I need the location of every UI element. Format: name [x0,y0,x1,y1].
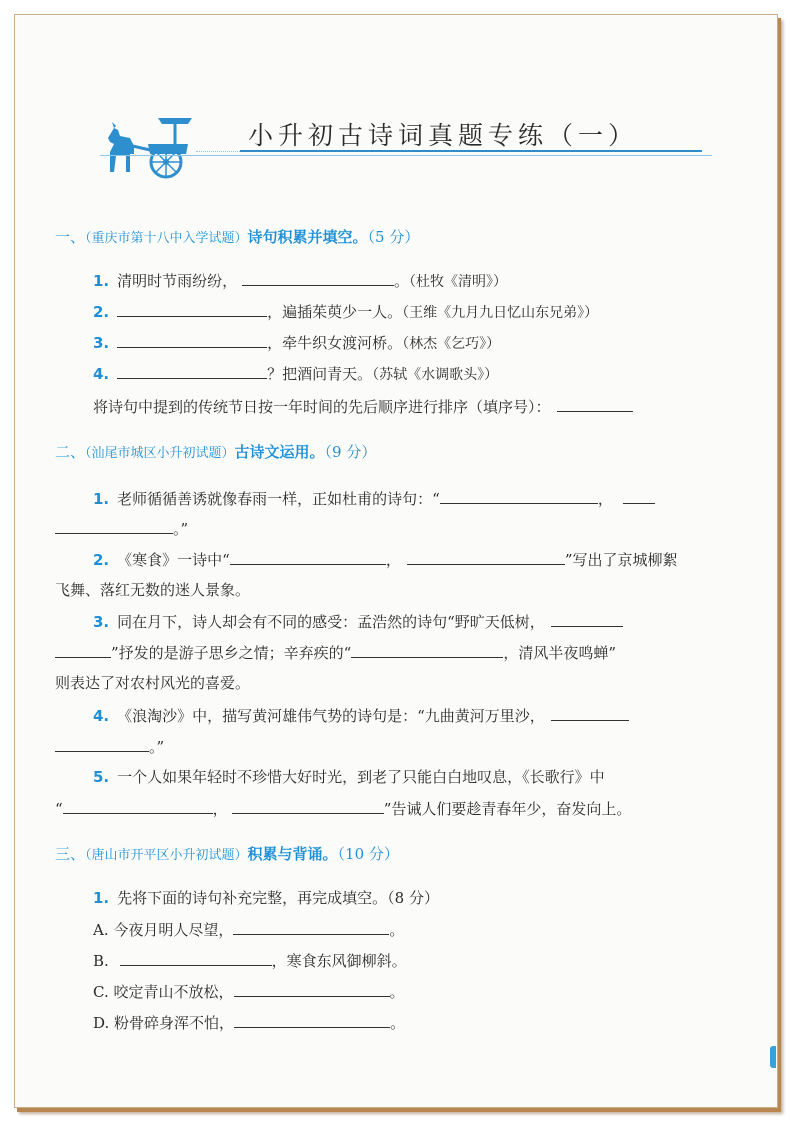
question-2-1: 1. 老师循循善诱就像春雨一样，正如杜甫的诗句：“ ， [93,487,655,509]
answer-blank[interactable] [407,548,565,565]
answer-blank[interactable] [117,300,267,317]
answer-blank[interactable] [242,269,394,286]
answer-blank[interactable] [117,331,267,348]
question-2-1-cont: 。” [55,517,188,539]
question-2-4-cont: 。” [55,735,164,757]
question-2-5: 5. 一个人如果年轻时不珍惜大好时光，到老了只能白白地叹息，《长歌行》中 [93,768,605,786]
answer-blank[interactable] [623,487,655,504]
title-underline [240,150,702,152]
title-dotted-rule [196,151,240,153]
answer-blank[interactable] [551,610,623,627]
question-1-ordering: 将诗句中提到的传统节日按一年时间的先后顺序进行排序（填序号）： [93,395,633,417]
question-3-1-d: D. 粉骨碎身浑不怕， 。 [93,1011,405,1033]
section-3-heading: 三、（唐山市开平区小升初试题）积累与背诵。（10 分） [55,845,399,863]
bronze-horse-chariot-icon [100,110,192,182]
answer-blank[interactable] [120,949,272,966]
question-2-3: 3. 同在月下，诗人却会有不同的感受：孟浩然的诗句“野旷天低树， [93,610,623,632]
answer-blank[interactable] [440,487,598,504]
answer-blank[interactable] [551,704,629,721]
answer-blank[interactable] [55,641,111,658]
answer-blank[interactable] [351,641,503,658]
question-2-5-cont: “ ， ”告诫人们要趁青春年少，奋发向上。 [55,797,631,819]
question-1-3: 3. ，牵牛织女渡河桥。（林杰《乞巧》） [93,331,500,353]
question-3-1-intro: 1. 先将下面的诗句补充完整，再完成填空。（8 分） [93,889,439,907]
question-3-1-c: C. 咬定青山不放松， 。 [93,980,405,1002]
question-2-2: 2. 《寒食》一诗中“ ， ”写出了京城柳絮 [93,548,678,570]
answer-blank[interactable] [55,517,173,534]
question-2-3-cont: ”抒发的是游子思乡之情；辛弃疾的“ ，清风半夜鸣蝉” [55,641,616,663]
question-3-1-a: A. 今夜月明人尽望， 。 [93,918,404,940]
answer-blank[interactable] [234,980,390,997]
answer-blank[interactable] [233,918,389,935]
question-1-4: 4. ？把酒问青天。（苏轼《水调歌头》） [93,362,498,384]
question-2-4: 4. 《浪淘沙》中，描写黄河雄伟气势的诗句是：“九曲黄河万里沙， [93,704,629,726]
question-1-1: 1. 清明时节雨纷纷， 。（杜牧《清明》） [93,269,507,291]
answer-blank[interactable] [557,395,633,412]
answer-blank[interactable] [234,1011,390,1028]
question-1-2: 2. ，遍插茱萸少一人。（王维《九月九日忆山东兄弟》） [93,300,598,322]
page-edge-tab [770,1046,776,1068]
question-3-1-b: B. ，寒食东风御柳斜。 [93,949,407,971]
title-block [100,106,720,186]
answer-blank[interactable] [230,548,386,565]
page-title: 小升初古诗词真题专练（一） [248,121,639,150]
question-2-3-cont2: 则表达了对农村风光的喜爱。 [55,674,251,692]
title-underline-thin [100,155,712,156]
answer-blank[interactable] [117,362,267,379]
answer-blank[interactable] [63,797,213,814]
answer-blank[interactable] [55,735,149,752]
question-2-2-cont: 飞舞、落红无数的迷人景象。 [55,581,251,599]
section-2-heading: 二、（汕尾市城区小升初试题）古诗文运用。（9 分） [55,443,377,461]
section-1-heading: 一、（重庆市第十八中入学试题）诗句积累并填空。（5 分） [55,228,420,246]
answer-blank[interactable] [232,797,384,814]
